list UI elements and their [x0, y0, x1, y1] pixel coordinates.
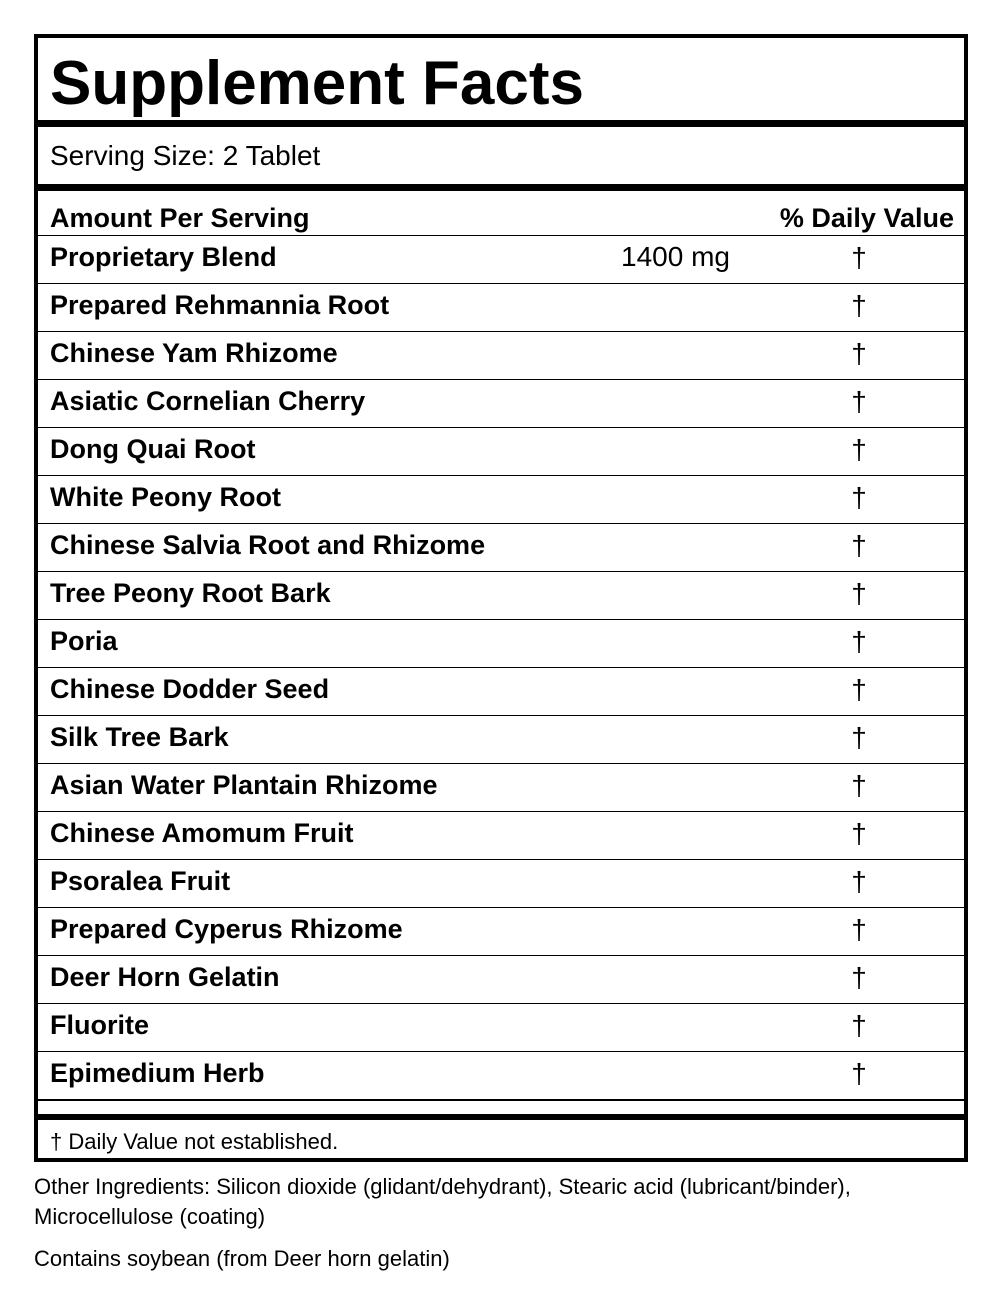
- table-row: [38, 427, 964, 475]
- table-row: [38, 715, 964, 763]
- daily-value-dagger: †: [851, 674, 867, 705]
- other-ingredients: Other Ingredients: Silicon dioxide (glidant/dehydrant), Stearic acid (lubricant/binder), Microcellulose (coating): [34, 1174, 851, 1229]
- ingredient-name: Psoralea Fruit: [50, 866, 231, 896]
- table-row: [38, 523, 964, 571]
- ingredient-name: Silk Tree Bark: [50, 722, 229, 752]
- amount-per-serving-header: Amount Per Serving: [50, 203, 310, 233]
- ingredient-name: Chinese Amomum Fruit: [50, 818, 354, 848]
- ingredient-amount: 1400 mg: [621, 241, 730, 272]
- daily-value-dagger: †: [851, 1010, 867, 1041]
- ingredient-name: Tree Peony Root Bark: [50, 578, 331, 608]
- ingredient-name: Chinese Salvia Root and Rhizome: [50, 530, 486, 560]
- table-row: [38, 475, 964, 523]
- ingredient-name: Proprietary Blend: [50, 242, 277, 272]
- daily-value-dagger: †: [851, 530, 867, 561]
- table-row: [38, 667, 964, 715]
- ingredient-name: Chinese Yam Rhizome: [50, 338, 338, 368]
- daily-value-dagger: †: [851, 818, 867, 849]
- ingredient-name: White Peony Root: [50, 482, 281, 512]
- daily-value-dagger: †: [851, 242, 867, 273]
- daily-value-dagger: †: [851, 434, 867, 465]
- daily-value-dagger: †: [851, 338, 867, 369]
- daily-value-footnote: † Daily Value not established.: [50, 1129, 339, 1154]
- divider-thick: [38, 120, 964, 127]
- table-row: [38, 331, 964, 379]
- table-row: [38, 571, 964, 619]
- nutrient-table: [38, 235, 964, 1099]
- daily-value-dagger: †: [851, 962, 867, 993]
- allergen-statement: Contains soybean (from Deer horn gelatin): [34, 1246, 450, 1271]
- daily-value-dagger: †: [851, 290, 867, 321]
- ingredient-name: Poria: [50, 626, 118, 656]
- table-row: [38, 1051, 964, 1099]
- daily-value-dagger: †: [851, 866, 867, 897]
- supplement-facts-panel: [34, 34, 968, 1162]
- table-row: [38, 955, 964, 1003]
- serving-size: Serving Size: 2 Tablet: [50, 140, 321, 171]
- daily-value-dagger: †: [851, 626, 867, 657]
- panel-title: Supplement Facts: [50, 49, 584, 118]
- daily-value-dagger: †: [851, 914, 867, 945]
- divider-thin: [38, 1099, 964, 1101]
- daily-value-header: % Daily Value: [779, 203, 954, 233]
- divider-thick: [38, 184, 964, 191]
- ingredient-name: Chinese Dodder Seed: [50, 674, 330, 704]
- daily-value-dagger: †: [851, 482, 867, 513]
- ingredient-name: Prepared Rehmannia Root: [50, 290, 390, 320]
- table-row: [38, 859, 964, 907]
- daily-value-dagger: †: [851, 578, 867, 609]
- table-row: [38, 1003, 964, 1051]
- ingredient-name: Prepared Cyperus Rhizome: [50, 914, 403, 944]
- table-row: [38, 619, 964, 667]
- ingredient-name: Asiatic Cornelian Cherry: [50, 386, 366, 416]
- daily-value-dagger: †: [851, 386, 867, 417]
- table-row: [38, 379, 964, 427]
- ingredient-name: Asian Water Plantain Rhizome: [50, 770, 438, 800]
- table-row: [38, 811, 964, 859]
- daily-value-dagger: †: [851, 1058, 867, 1089]
- table-row: [38, 235, 964, 283]
- daily-value-dagger: †: [851, 770, 867, 801]
- ingredient-name: Deer Horn Gelatin: [50, 962, 280, 992]
- daily-value-dagger: †: [851, 722, 867, 753]
- ingredient-name: Epimedium Herb: [50, 1058, 265, 1088]
- table-row: [38, 907, 964, 955]
- ingredient-name: Dong Quai Root: [50, 434, 256, 464]
- table-row: [38, 763, 964, 811]
- ingredient-name: Fluorite: [50, 1010, 149, 1040]
- divider-thick: [38, 1114, 964, 1120]
- table-row: [38, 283, 964, 331]
